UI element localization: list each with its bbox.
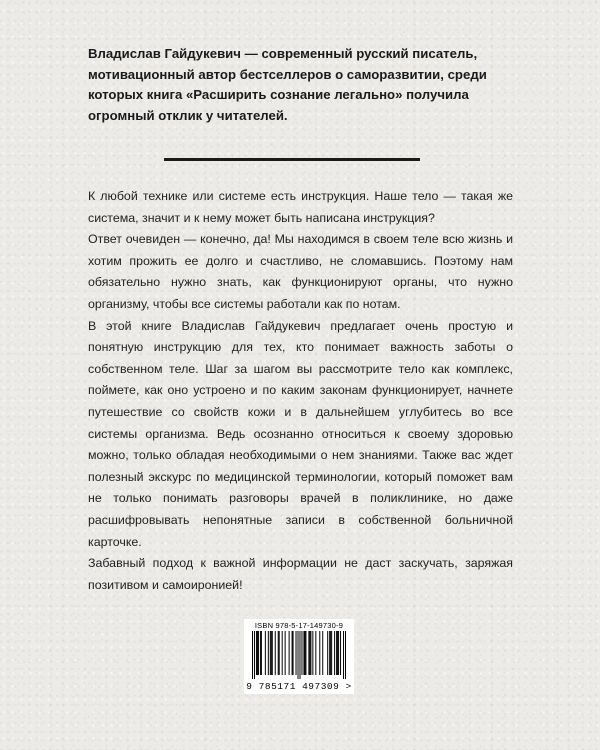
- barcode-bar: [278, 631, 279, 675]
- barcode-bar: [285, 631, 286, 675]
- barcode-bar: [330, 631, 331, 675]
- barcode-bar: [257, 631, 258, 675]
- barcode-bar: [322, 631, 323, 675]
- barcode-bar: [265, 631, 266, 675]
- barcode-bar: [301, 631, 302, 675]
- barcode-bar: [310, 631, 311, 675]
- barcode-bar: [275, 631, 276, 675]
- barcode-bar: [319, 631, 320, 675]
- barcode-bar: [315, 631, 316, 675]
- barcode-bar: [327, 631, 328, 675]
- barcode-bar: [309, 631, 310, 675]
- barcode-bar: [298, 631, 299, 679]
- barcode-icon: [252, 631, 346, 679]
- barcode-bar: [254, 631, 255, 679]
- barcode-bar: [296, 631, 297, 675]
- isbn-label: ISBN 978-5-17-149730-9: [254, 621, 344, 630]
- paragraph-2: Ответ очевиден — конечно, да! Мы находимся в своем теле всю жизнь и хотим прожить ее долго и счастливо, не сломавшись. Поэтому нам обязательно нужно знать, как функционируют органы, что нужно организму, чтобы все системы работали как по нотам.: [88, 232, 513, 311]
- barcode-bar: [343, 631, 344, 679]
- barcode-bar: [338, 631, 339, 675]
- barcode-bar: [289, 631, 290, 675]
- barcode-bar: [340, 631, 341, 675]
- barcode-bar: [303, 631, 304, 675]
- barcode-bar: [258, 631, 259, 675]
- barcode-bar: [345, 631, 346, 679]
- isbn-barcode-block: [244, 619, 354, 694]
- author-blurb: Владислав Гайдукевич — современный русский писатель, мотивационный автор бестселлеров о саморазвитии, среди которых книга «Расширить сознание легально» получила огромный отклик у читателей.: [88, 46, 487, 123]
- divider-rule: [164, 158, 420, 161]
- barcode-bar: [312, 631, 313, 675]
- paragraph-3: В этой книге Владислав Гайдукевич предлагает очень простую и понятную инструкцию для тех, кто понимает важность заботы о собственном теле. Шаг за шагом вы рассмотрите тело как комплекс, поймете, как оно устроено и по каким законам функционирует, начнете путешествие со свойств кожи и в дальнейшем углубитесь во все системы организма. Ведь осознанно относиться к своему здоровью можно, только обладая необходимыми о нем знаниями. Также вас ждет полезный экскурс по медицинской терминологии, который поможет вам не только понимать разговоры врачей в поликлинике, но даже расшифровывать непонятные записи в собственной больничной карточке.: [88, 318, 513, 549]
- barcode-bar: [256, 631, 257, 675]
- barcode-bar: [268, 631, 269, 675]
- paragraph-1: К любой технике или системе есть инструкция. Наше тело — такая же система, значит и к нему может быть написана инструкция?: [88, 189, 513, 225]
- barcode-bar: [329, 631, 330, 675]
- barcode-bar: [282, 631, 283, 675]
- paragraph-4: Забавный подход к важной информации не даст заскучать, заряжая позитивом и самоиронией!: [88, 556, 513, 592]
- barcode-bar: [271, 631, 272, 675]
- barcode-bar: [279, 631, 280, 675]
- barcode-bar: [252, 631, 253, 679]
- barcode-bar: [334, 631, 335, 675]
- barcode-bar: [261, 631, 262, 675]
- barcode-digits: 9 785171 497309 >: [246, 681, 352, 692]
- barcode-bar: [260, 631, 261, 675]
- description-text: [88, 186, 513, 596]
- barcode-bar: [270, 631, 271, 675]
- barcode-bar: [272, 631, 273, 675]
- barcode-bar: [299, 631, 300, 679]
- barcode-bar: [336, 631, 337, 675]
- barcode-bar: [308, 631, 309, 675]
- barcode-bar: [304, 631, 305, 675]
- barcode-bar: [292, 631, 293, 675]
- barcode-bar: [305, 631, 306, 675]
- barcode-bar: [293, 631, 294, 675]
- barcode-bar: [337, 631, 338, 675]
- barcode-bar: [331, 631, 332, 675]
